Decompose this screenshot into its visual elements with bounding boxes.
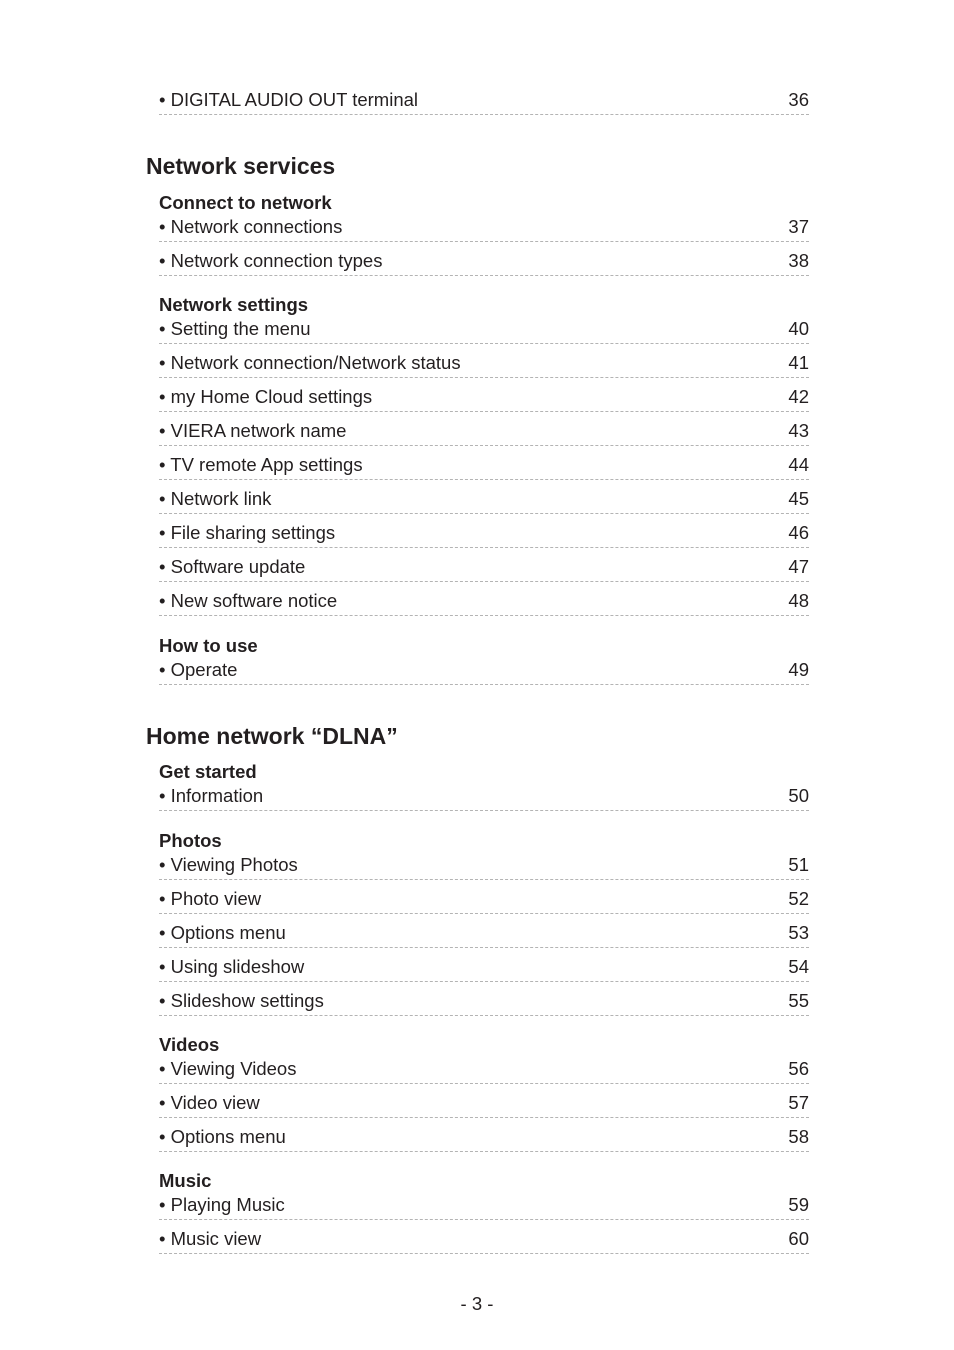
toc-entry[interactable] — [159, 991, 809, 1016]
toc-entry[interactable] — [159, 557, 809, 582]
subsection-title-photos: Photos — [159, 830, 222, 851]
toc-entry-page: 49 — [788, 659, 809, 680]
toc-entry-page: 40 — [788, 318, 809, 339]
toc-entry[interactable] — [159, 591, 809, 616]
toc-entry-page: 45 — [788, 488, 809, 509]
toc-entry-label: • Operate — [159, 659, 238, 680]
toc-entry-page: 48 — [788, 590, 809, 611]
toc-entry-page: 50 — [788, 785, 809, 806]
toc-entry[interactable] — [159, 1229, 809, 1254]
toc-entry[interactable] — [159, 251, 809, 276]
toc-entry-label: • VIERA network name — [159, 420, 347, 441]
toc-entry-label: • my Home Cloud settings — [159, 386, 373, 407]
toc-entry-page: 44 — [788, 454, 809, 475]
toc-entry-label: • Photo view — [159, 888, 262, 909]
toc-entry-page: 42 — [788, 386, 809, 407]
toc-entry-page: 60 — [788, 1228, 809, 1249]
toc-entry-page: 37 — [788, 216, 809, 237]
toc-entry[interactable] — [159, 523, 809, 548]
toc-entry-page: 56 — [788, 1058, 809, 1079]
toc-entry-page: 57 — [788, 1092, 809, 1113]
toc-entry[interactable] — [159, 1195, 809, 1220]
subsection-title-how-to-use: How to use — [159, 635, 258, 656]
toc-entry-page: 43 — [788, 420, 809, 441]
toc-entry-page: 58 — [788, 1126, 809, 1147]
toc-entry-page: 53 — [788, 922, 809, 943]
toc-entry-label: • TV remote App settings — [159, 454, 363, 475]
toc-entry[interactable] — [159, 455, 809, 480]
toc-entry-page: 38 — [788, 250, 809, 271]
toc-entry[interactable] — [159, 855, 809, 880]
toc-entry[interactable] — [159, 786, 809, 811]
toc-entry-label: • Viewing Photos — [159, 854, 298, 875]
toc-entry-label: • Software update — [159, 556, 306, 577]
toc-entry-label: • Viewing Videos — [159, 1058, 297, 1079]
toc-entry-label: • New software notice — [159, 590, 338, 611]
toc-entry[interactable] — [159, 387, 809, 412]
toc-entry-label: • Slideshow settings — [159, 990, 324, 1011]
toc-entry[interactable] — [159, 90, 809, 115]
toc-entry-page: 51 — [788, 854, 809, 875]
toc-entry[interactable] — [159, 660, 809, 685]
toc-entry-page: 46 — [788, 522, 809, 543]
subsection-title-network-settings: Network settings — [159, 294, 309, 315]
toc-entry-page: 55 — [788, 990, 809, 1011]
toc-entry-page: 41 — [788, 352, 809, 373]
toc-entry-page: 59 — [788, 1194, 809, 1215]
toc-entry-label: • DIGITAL AUDIO OUT terminal — [159, 89, 419, 110]
subsection-title-connect: Connect to network — [159, 192, 332, 213]
toc-entry-page: 36 — [788, 89, 809, 110]
toc-entry-page: 47 — [788, 556, 809, 577]
toc-entry-label: • Options menu — [159, 922, 286, 943]
toc-entry-label: • Network connection/Network status — [159, 352, 461, 373]
toc-entry-label: • Music view — [159, 1228, 262, 1249]
toc-entry-label: • Options menu — [159, 1126, 286, 1147]
toc-entry-label: • Network connections — [159, 216, 343, 237]
toc-entry[interactable] — [159, 217, 809, 242]
toc-entry[interactable] — [159, 957, 809, 982]
toc-entry[interactable] — [159, 1093, 809, 1118]
toc-entry[interactable] — [159, 923, 809, 948]
subsection-title-get-started: Get started — [159, 761, 257, 782]
toc-entry-label: • Network link — [159, 488, 272, 509]
toc-entry-label: • File sharing settings — [159, 522, 336, 543]
toc-entry[interactable] — [159, 353, 809, 378]
subsection-title-videos: Videos — [159, 1034, 220, 1055]
toc-entry[interactable] — [159, 319, 809, 344]
toc-entry[interactable] — [159, 889, 809, 914]
toc-entry-label: • Playing Music — [159, 1194, 285, 1215]
toc-entry[interactable] — [159, 1059, 809, 1084]
toc-entry-label: • Using slideshow — [159, 956, 305, 977]
section-title-home-network: Home network “DLNA” — [146, 723, 398, 749]
toc-entry[interactable] — [159, 489, 809, 514]
toc-entry-label: • Video view — [159, 1092, 260, 1113]
toc-entry-label: • Setting the menu — [159, 318, 311, 339]
toc-entry-label: • Network connection types — [159, 250, 383, 271]
section-title-network-services: Network services — [146, 153, 336, 179]
toc-entry-page: 54 — [788, 956, 809, 977]
page-number: - 3 - — [460, 1293, 494, 1314]
toc-entry-page: 52 — [788, 888, 809, 909]
subsection-title-music: Music — [159, 1170, 212, 1191]
toc-entry[interactable] — [159, 421, 809, 446]
toc-entry-label: • Information — [159, 785, 264, 806]
toc-entry[interactable] — [159, 1127, 809, 1152]
